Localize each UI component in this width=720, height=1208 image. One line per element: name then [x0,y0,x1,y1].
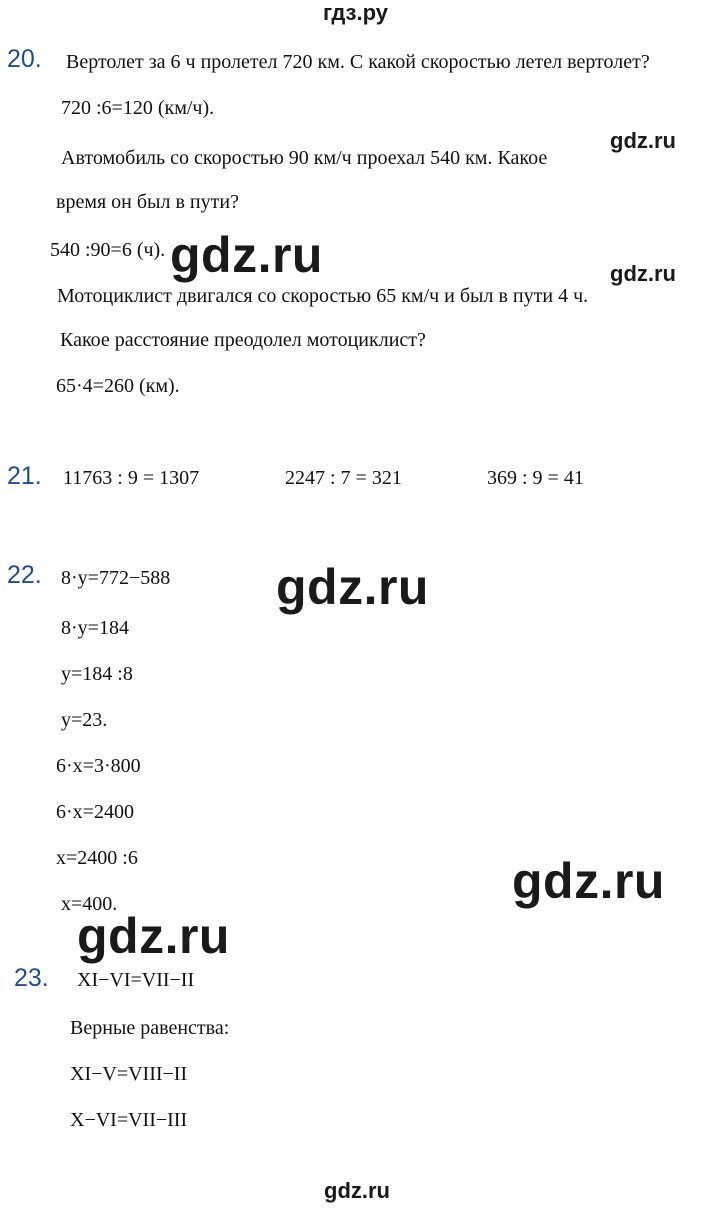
task22-line: x=2400 :6 [56,847,138,869]
task20-question-1: Вертолет за 6 ч пролетел 720 км. С какой скоростью летел вертолет? [66,51,650,73]
task20-question-3b: Какое расстояние преодолел мотоциклист? [60,329,426,351]
task-number-22: 22. [7,561,42,589]
task22-line: y=184 :8 [61,663,133,685]
task22-line: y=23. [61,709,108,731]
task22-line: x=400. [61,893,118,915]
task23-equation: XI−VI=VII−II [77,969,195,991]
watermark: gdz.ru [512,853,665,909]
task21-expression-1: 11763 : 9 = 1307 [63,467,200,489]
watermark: gdz.ru [610,128,676,153]
task-number-23: 23. [14,964,49,992]
task-number-21: 21. [7,462,42,490]
task20-answer-1: 720 :6=120 (км/ч). [61,97,215,119]
task23-result-1: XI−V=VIII−II [70,1063,188,1085]
watermark: gdz.ru [170,227,323,283]
task21-expression-3: 369 : 9 = 41 [487,467,584,489]
watermark: gdz.ru [610,261,676,286]
task23-label: Верные равенства: [70,1017,230,1039]
task20-answer-3: 65·4=260 (км). [56,375,180,397]
watermark: gdz.ru [276,559,429,615]
task20-question-2a: Автомобиль со скоростью 90 км/ч проехал 540 км. Какое [61,147,548,169]
footer-site[interactable]: gdz.ru [324,1178,390,1203]
task20-question-2b: время он был в пути? [56,191,239,213]
task22-line: 6·x=2400 [56,801,134,823]
task23-result-2: X−VI=VII−III [70,1109,188,1131]
watermark: gdz.ru [77,908,230,964]
task21-expression-2: 2247 : 7 = 321 [285,467,402,489]
task20-question-3a: Мотоциклист двигался со скоростью 65 км/ч и был в пути 4 ч. [57,285,589,307]
task20-answer-2: 540 :90=6 (ч). [50,239,166,261]
task22-line: 8·y=184 [61,617,129,639]
task-number-20: 20. [7,45,42,73]
task22-line: 6·x=3·800 [56,755,141,777]
task22-line: 8·y=772−588 [61,567,171,589]
site-title[interactable]: гдз.ру [323,0,388,25]
